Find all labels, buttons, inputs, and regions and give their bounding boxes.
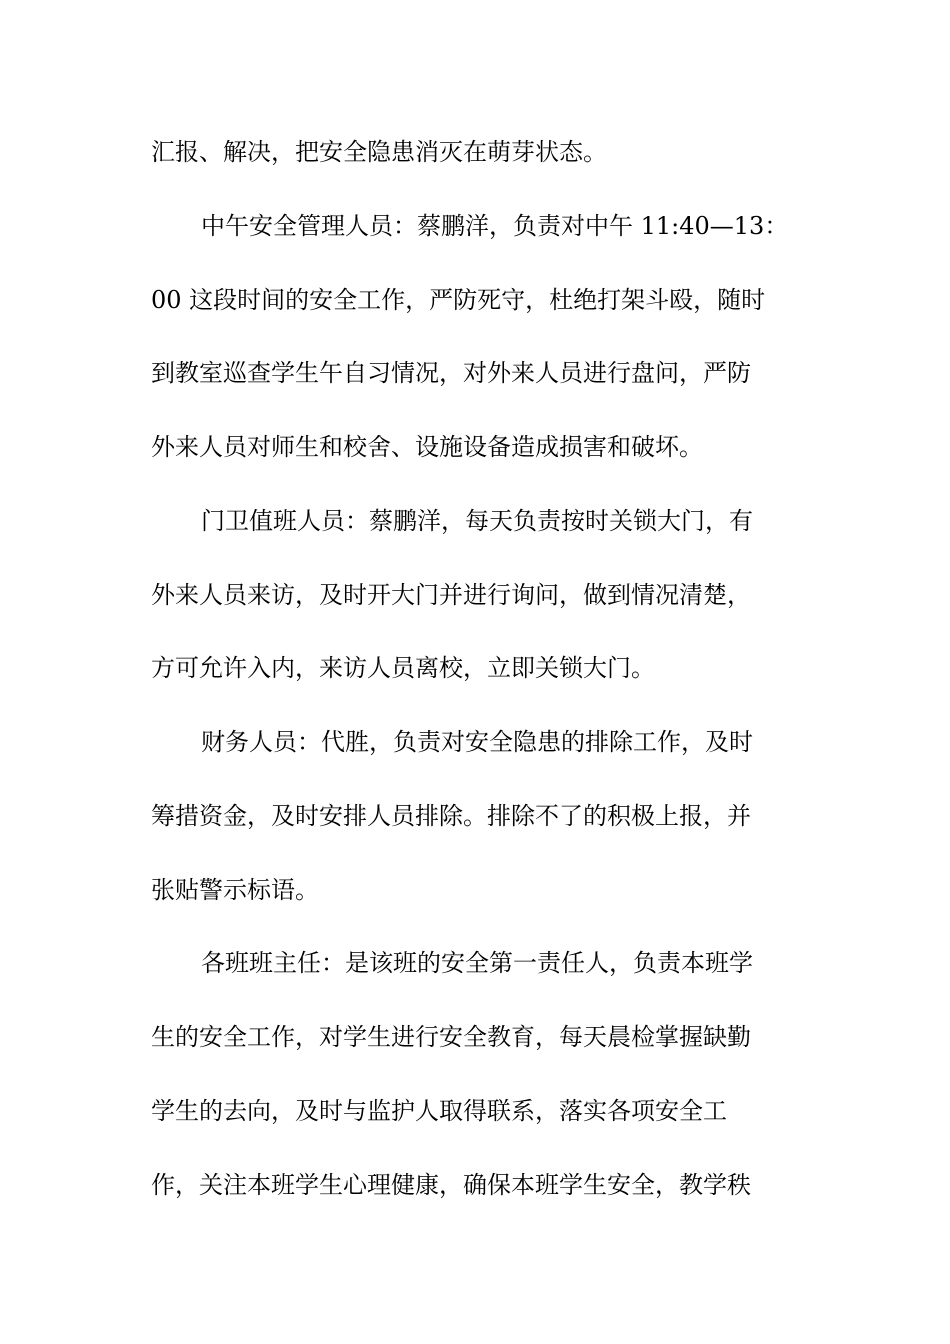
text-line: 外来人员对师生和校舍、设施设备造成损害和破坏。: [151, 433, 703, 461]
document-body: [151, 128, 801, 1234]
text-line: 00 这段时间的安全工作，严防死守，杜绝打架斗殴，随时: [151, 285, 766, 314]
text-line: 财务人员：代胜，负责对安全隐患的排除工作，及时: [201, 728, 753, 756]
text-line: 门卫值班人员：蔡鹏洋，每天负责按时关锁大门，有: [201, 506, 753, 535]
text-line: 生的安全工作，对学生进行安全教育，每天晨检掌握缺勤: [151, 1023, 751, 1051]
text-line: 外来人员来访，及时开大门并进行询问，做到情况清楚，: [151, 580, 751, 609]
text-line: 中午安全管理人员：蔡鹏洋，负责对中午 11:40—13：: [201, 211, 789, 240]
text-line: 张贴警示标语。: [151, 875, 319, 904]
text-line: 学生的去向，及时与监护人取得联系，落实各项安全工: [151, 1096, 727, 1125]
text-line: 各班班主任：是该班的安全第一责任人，负责本班学: [201, 949, 753, 978]
text-line: 方可允许入内，来访人员离校，立即关锁大门。: [151, 654, 655, 683]
text-line: 筹措资金，及时安排人员排除。排除不了的积极上报，并: [151, 801, 751, 830]
text-line: 汇报、解决，把安全隐患消灭在萌芽状态。: [151, 138, 607, 166]
text-line: 作，关注本班学生心理健康，确保本班学生安全，教学秩: [151, 1170, 751, 1199]
text-line: 到教室巡查学生午自习情况，对外来人员进行盘问，严防: [151, 359, 751, 388]
